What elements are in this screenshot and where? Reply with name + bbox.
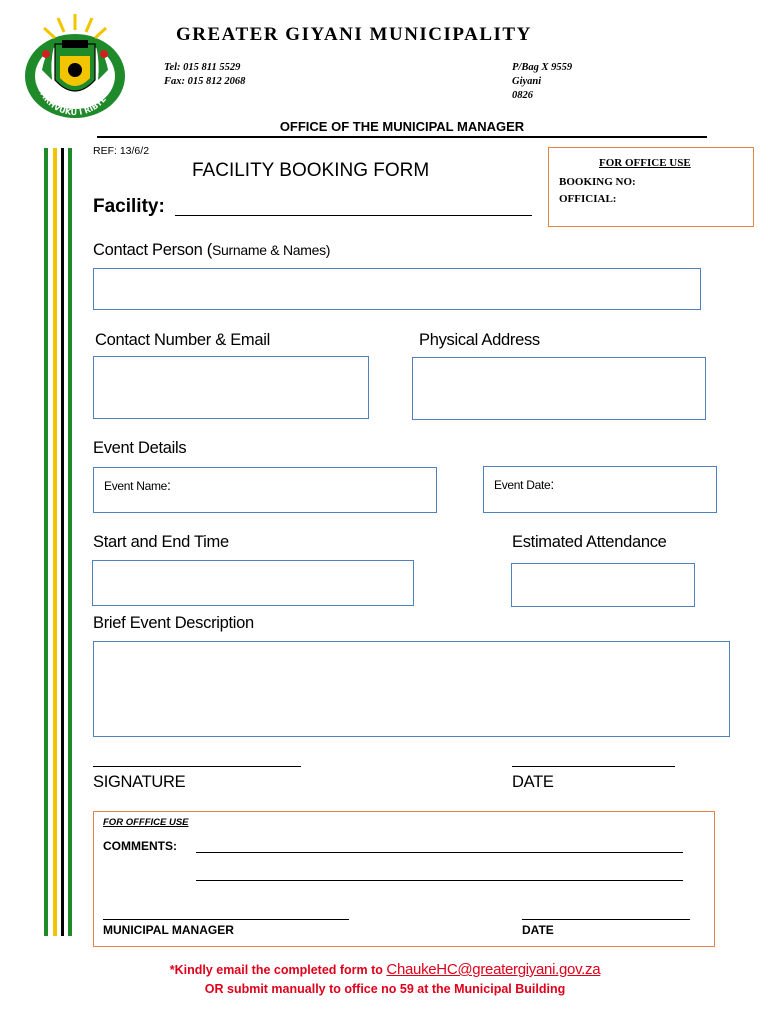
comments-label: COMMENTS: <box>103 839 177 853</box>
event-description-label: Brief Event Description <box>93 614 254 632</box>
municipality-name: GREATER GIYANI MUNICIPALITY <box>176 24 532 45</box>
yellow-stripe <box>53 148 57 936</box>
contact-number-field[interactable] <box>93 356 369 419</box>
comments-line-1[interactable] <box>196 852 683 853</box>
facility-label: Facility: <box>93 196 165 217</box>
estimated-attendance-label: Estimated Attendance <box>512 533 667 551</box>
physical-address-label: Physical Address <box>419 331 540 349</box>
comments-line-2[interactable] <box>196 880 683 881</box>
start-end-time-field[interactable] <box>92 560 414 606</box>
header-divider <box>97 136 707 138</box>
estimated-attendance-field[interactable] <box>511 563 695 607</box>
black-stripe <box>61 148 64 936</box>
logo-motto: NTIRHVUKU I RIBYE <box>35 83 109 118</box>
signature-line[interactable] <box>93 766 301 767</box>
reference-number: REF: 13/6/2 <box>93 145 150 157</box>
manager-date-line[interactable] <box>522 919 690 920</box>
municipal-manager-label: MUNICIPAL MANAGER <box>103 923 234 937</box>
event-description-field[interactable] <box>93 641 730 737</box>
booking-number-label: BOOKING NO: <box>559 176 636 188</box>
form-title: FACILITY BOOKING FORM <box>192 160 430 181</box>
green-stripe-inner <box>68 148 72 936</box>
postal-code: 0826 <box>512 90 533 101</box>
postal-box: P/Bag X 9559 <box>512 62 573 73</box>
event-name-field[interactable] <box>93 467 437 513</box>
footer-manual-instruction: OR submit manually to office no 59 at the Municipal Building <box>204 982 566 996</box>
contact-email-link[interactable]: ChaukeHC@greatergiyani.gov.za <box>386 961 601 978</box>
date-label: DATE <box>512 773 554 791</box>
office-title: OFFICE OF THE MUNICIPAL MANAGER <box>279 119 525 134</box>
facility-input-line[interactable] <box>175 215 532 216</box>
fax-number: Fax: 015 812 2068 <box>164 76 246 87</box>
footer-email-instruction: *Kindly email the completed form to ChaukeHC@greatergiyani.gov.za <box>169 961 601 978</box>
physical-address-field[interactable] <box>412 357 706 420</box>
contact-person-label: Contact Person (Surname & Names) <box>93 241 331 259</box>
event-name-label: Event Name: <box>104 477 171 493</box>
municipal-crest-logo <box>22 10 128 120</box>
telephone-number: Tel: 015 811 5529 <box>164 62 241 73</box>
official-label: OFFICIAL: <box>559 193 617 205</box>
date-line[interactable] <box>512 766 675 767</box>
event-details-label: Event Details <box>93 439 187 457</box>
office-section-heading: FOR OFFFICE USE <box>103 817 189 828</box>
office-use-box <box>548 147 754 227</box>
contact-person-field[interactable] <box>93 268 701 310</box>
event-date-field[interactable] <box>483 466 717 513</box>
event-date-label: Event Date: <box>494 476 554 492</box>
manager-signature-line[interactable] <box>103 919 349 920</box>
office-use-section <box>93 811 715 947</box>
contact-number-label: Contact Number & Email <box>95 331 270 349</box>
office-use-heading: FOR OFFICE USE <box>599 157 691 169</box>
start-end-time-label: Start and End Time <box>93 533 229 551</box>
green-stripe <box>44 148 48 936</box>
office-date-label: DATE <box>522 923 554 937</box>
signature-label: SIGNATURE <box>93 773 186 791</box>
postal-town: Giyani <box>512 76 542 87</box>
contact-person-hint: Surname & Names) <box>212 242 331 258</box>
